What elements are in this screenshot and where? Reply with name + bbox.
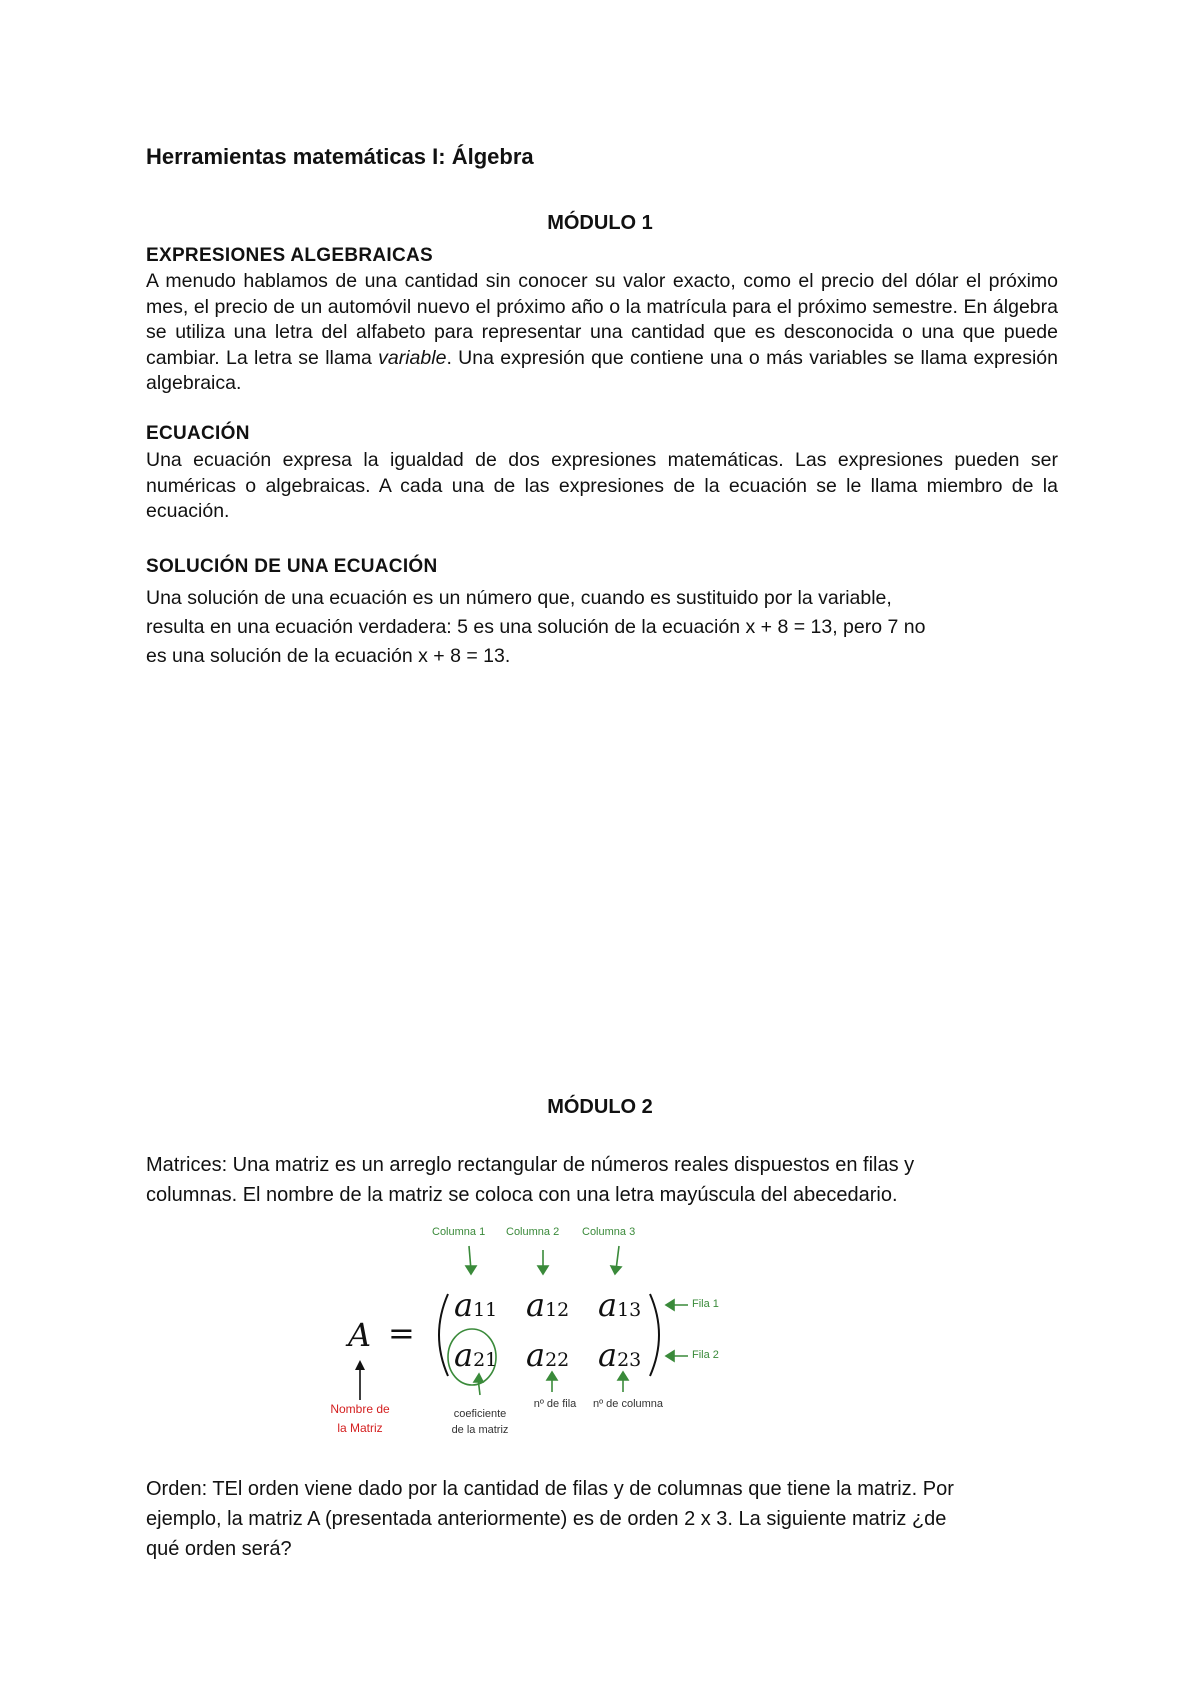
matrix-entry-a21: a21 bbox=[454, 1336, 498, 1374]
arrowhead-col3 bbox=[611, 1266, 621, 1274]
label-coeficiente: coeficiente de la matriz bbox=[451, 1408, 509, 1436]
matrix-entry-a12: a12 bbox=[526, 1286, 570, 1324]
arrowhead-coef bbox=[474, 1374, 483, 1382]
paragraph-ecuacion: Una ecuación expresa la igualdad de dos expresiones matemáticas. Las expresiones pueden ser numéricas o algebraicas. A cada una de las expresiones de la ecuación se le llama miembro de la ecuación. bbox=[146, 449, 1058, 522]
paragraph-line: Orden: TEl orden viene dado por la cantidad de filas y de columnas que tiene la matriz. Por bbox=[146, 1478, 954, 1500]
arrowhead-row2 bbox=[666, 1351, 674, 1361]
paragraph-line: columnas. El nombre de la matriz se coloca con una letra mayúscula del abecedario. bbox=[146, 1184, 898, 1206]
label-nombre-matriz: Nombre de la Matriz bbox=[330, 1402, 390, 1435]
matrix-entry-a22: a22 bbox=[526, 1336, 570, 1374]
paragraph-expresiones bbox=[146, 269, 1058, 397]
document-title: Herramientas matemáticas I: Álgebra bbox=[146, 144, 534, 169]
paragraph-line: ejemplo, la matriz A (presentada anteriormente) es de orden 2 x 3. La siguiente matriz ¿de bbox=[146, 1508, 947, 1530]
arrowhead-row1 bbox=[666, 1300, 674, 1310]
paragraph-text: . Una expresión que contiene una o más variables se llama expresión algebraica. bbox=[146, 346, 1058, 394]
paragraph-orden bbox=[146, 1474, 1076, 1564]
arrowhead-col2 bbox=[538, 1266, 548, 1274]
italic-term-variable: variable bbox=[378, 346, 447, 369]
paragraph-line: Matrices: Una matriz es un arreglo rectangular de números reales dispuestos en filas y bbox=[146, 1154, 915, 1176]
matrix-name-symbol: A bbox=[348, 1316, 372, 1354]
module-2-heading: MÓDULO 2 bbox=[547, 1096, 653, 1118]
paragraph-line: resulta en una ecuación verdadera: 5 es una solución de la ecuación x + 8 = 13, pero 7 no bbox=[146, 616, 926, 638]
label-fila-2: Fila 2 bbox=[692, 1349, 719, 1361]
matrix-entry-a13: a13 bbox=[598, 1286, 642, 1324]
paragraph-line: Una solución de una ecuación es un número que, cuando es sustituido por la variable, bbox=[146, 587, 892, 609]
label-num-columna: nº de columna bbox=[592, 1398, 664, 1410]
equals-sign: = bbox=[388, 1314, 415, 1352]
paragraph-solucion bbox=[146, 584, 1076, 671]
section-heading-expresiones: EXPRESIONES ALGEBRAICAS bbox=[146, 245, 434, 266]
left-parenthesis bbox=[439, 1294, 448, 1376]
arrowhead-col1 bbox=[466, 1266, 476, 1274]
arrowhead-matrix-name bbox=[355, 1360, 365, 1370]
section-heading-ecuacion: ECUACIÓN bbox=[146, 423, 250, 444]
label-columna-1: Columna 1 bbox=[432, 1226, 486, 1238]
matrix-entry-a23: a23 bbox=[598, 1336, 642, 1374]
label-fila-1: Fila 1 bbox=[692, 1298, 719, 1310]
label-num-fila: nº de fila bbox=[533, 1398, 577, 1410]
section-heading-solucion: SOLUCIÓN DE UNA ECUACIÓN bbox=[146, 556, 438, 577]
module-1-heading: MÓDULO 1 bbox=[547, 212, 653, 234]
paragraph-matrices bbox=[146, 1150, 1076, 1210]
paragraph-line: es una solución de la ecuación x + 8 = 13. bbox=[146, 645, 511, 667]
matrix-entry-a11: a11 bbox=[454, 1286, 498, 1324]
paragraph-line: qué orden será? bbox=[146, 1538, 292, 1560]
right-parenthesis bbox=[650, 1294, 659, 1376]
label-columna-2: Columna 2 bbox=[506, 1226, 560, 1238]
matrix-diagram bbox=[330, 1210, 760, 1450]
label-columna-3: Columna 3 bbox=[582, 1226, 636, 1238]
paragraph-text: A menudo hablamos de una cantidad sin conocer su valor exacto, como el precio del dólar el próximo mes, el precio de un automóvil nuevo el próximo año o la matrícula para el próximo semestre. En álgebra se utiliza una letra del alfabeto para representar una cantidad que es desconocida o una que puede cambiar. La letra se llama bbox=[146, 270, 1058, 369]
